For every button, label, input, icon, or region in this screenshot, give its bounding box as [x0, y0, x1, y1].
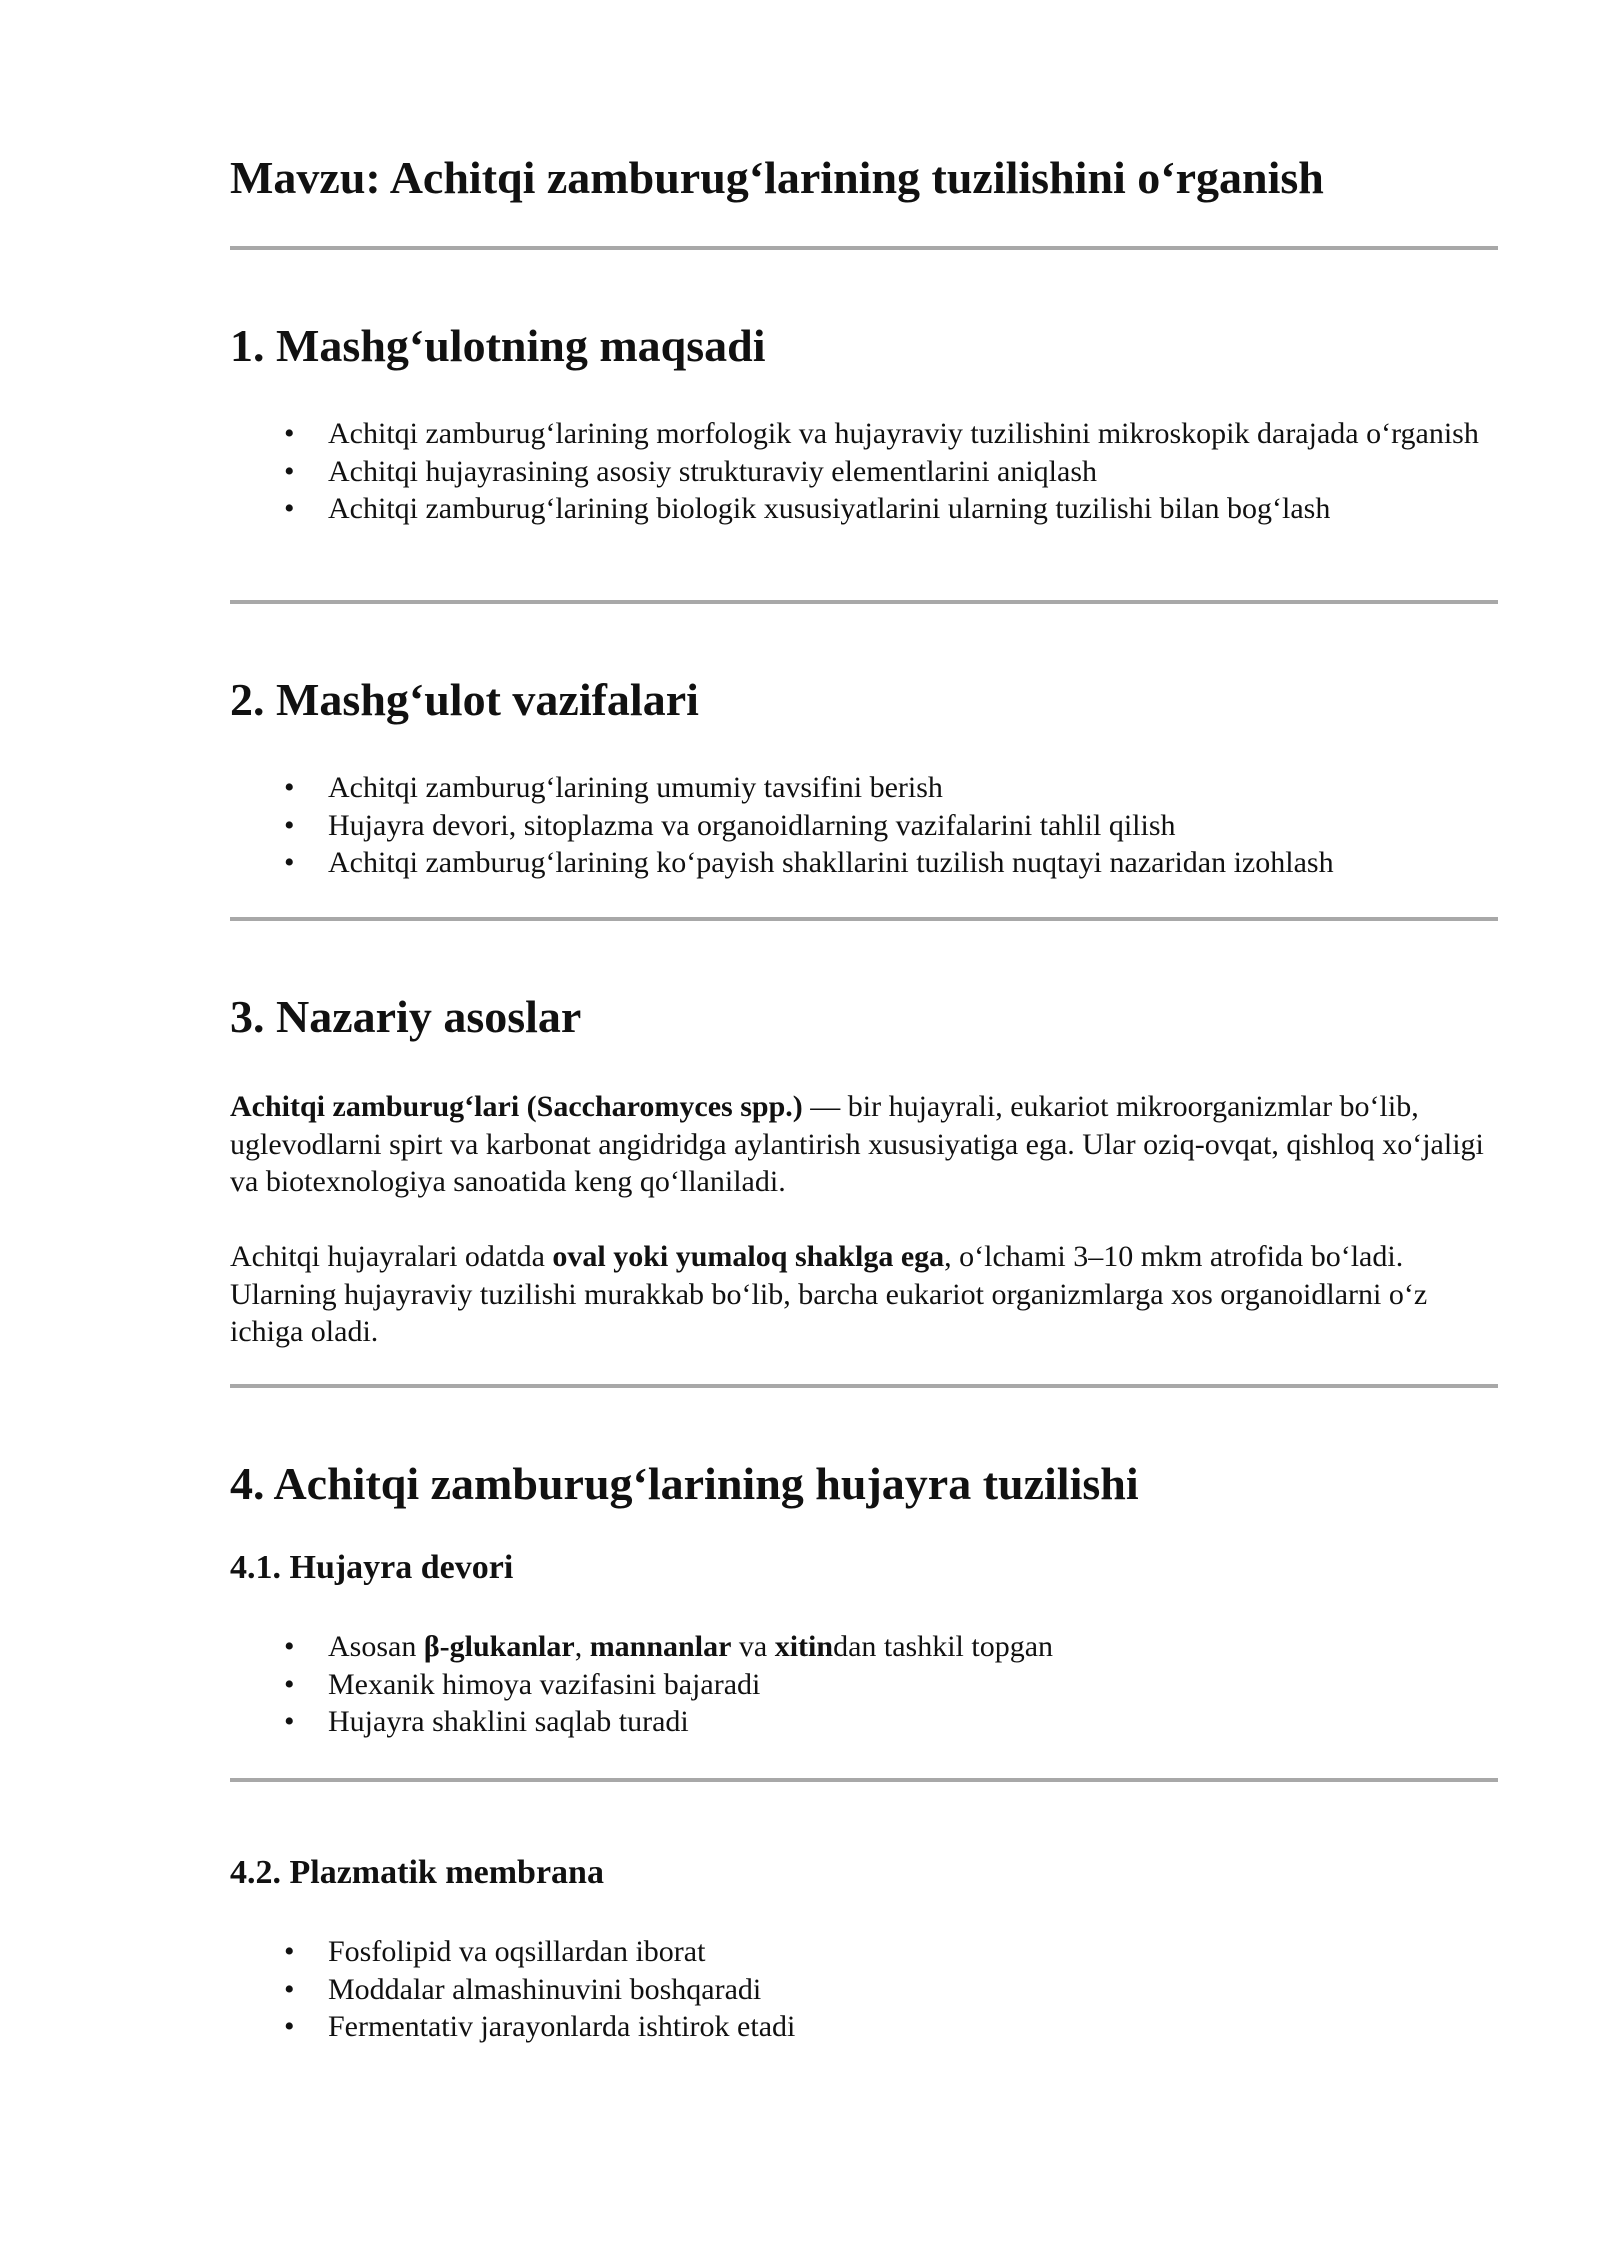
list-item: • Achitqi hujayrasining asosiy strukturaviy elementlarini aniqlash: [230, 453, 1498, 491]
list-item: • Fermentativ jarayonlarda ishtirok etadi: [230, 2008, 1498, 2046]
section-heading-theory: 3. Nazariy asoslar: [230, 991, 582, 1042]
section-heading-cell-structure: 4. Achitqi zamburug‘larining hujayra tuzilishi: [230, 1458, 1139, 1509]
bullet-icon: •: [284, 771, 295, 804]
list-item: • Achitqi zamburug‘larining morfologik va hujayraviy tuzilishini mikroskopik darajada o‘rganish: [230, 415, 1498, 453]
divider: [230, 600, 1498, 604]
theory-paragraph-1: Achitqi zamburug‘lari (Saccharomyces spp.) — bir hujayrali, eukariot mikroorganizmlar bo‘lib, uglevodlarni spirt va karbonat angidridga aylantirish xususiyatiga ega. Ular oziq-ovqat, qishloq xo‘jaligi va biotexnologiya sanoatida keng qo‘llaniladi.: [230, 1090, 1484, 1198]
document-title: Mavzu: Achitqi zamburug‘larining tuzilishini o‘rganish: [230, 152, 1324, 203]
divider: [230, 1384, 1498, 1388]
bullet-icon: •: [284, 1705, 295, 1738]
bullet-icon: •: [284, 454, 295, 488]
goal-list: [230, 415, 1498, 528]
section-heading-tasks: 2. Mashg‘ulot vazifalari: [230, 674, 699, 725]
list-item: • Hujayra shaklini saqlab turadi: [230, 1703, 1498, 1741]
divider: [230, 246, 1498, 250]
bullet-icon: •: [284, 492, 295, 525]
divider: [230, 917, 1498, 921]
bullet-icon: •: [284, 417, 295, 450]
list-item: • Achitqi zamburug‘larining umumiy tavsifini berish: [230, 769, 1498, 807]
section-heading-goal: 1. Mashg‘ulotning maqsadi: [230, 320, 766, 371]
list-item: • Achitqi zamburug‘larining ko‘payish shakllarini tuzilish nuqtayi nazaridan izohlash: [230, 844, 1498, 882]
divider: [230, 1778, 1498, 1782]
list-item: • Mexanik himoya vazifasini bajaradi: [230, 1666, 1498, 1704]
list-item: • Achitqi zamburug‘larining biologik xususiyatlarini ularning tuzilishi bilan bog‘lash: [230, 490, 1498, 528]
cell-wall-list: [230, 1628, 1498, 1741]
subsection-heading-plasma-membrane: 4.2. Plazmatik membrana: [230, 1854, 604, 1891]
tasks-list: [230, 769, 1498, 882]
bullet-icon: •: [284, 846, 295, 879]
list-item: • Asosan β-glukanlar, mannanlar va xitindan tashkil topgan: [230, 1628, 1498, 1666]
bullet-icon: •: [284, 1667, 295, 1701]
list-item: • Moddalar almashinuvini boshqaradi: [230, 1971, 1498, 2009]
bullet-icon: •: [284, 1972, 295, 2006]
bullet-icon: •: [284, 1935, 295, 1968]
subsection-heading-cell-wall: 4.1. Hujayra devori: [230, 1549, 514, 1586]
bullet-icon: •: [284, 808, 295, 842]
membrane-list: [230, 1933, 1498, 2046]
bullet-icon: •: [284, 2010, 295, 2043]
list-item: • Hujayra devori, sitoplazma va organoidlarning vazifalarini tahlil qilish: [230, 807, 1498, 845]
bullet-icon: •: [284, 1630, 295, 1663]
theory-paragraph-2: Achitqi hujayralari odatda oval yoki yumaloq shaklga ega, o‘lchami 3–10 mkm atrofida bo‘ladi. Ularning hujayraviy tuzilishi murakkab bo‘lib, barcha eukariot organizmlarga xos organoidlarni o‘z ichiga oladi.: [230, 1240, 1428, 1348]
list-item: • Fosfolipid va oqsillardan iborat: [230, 1933, 1498, 1971]
